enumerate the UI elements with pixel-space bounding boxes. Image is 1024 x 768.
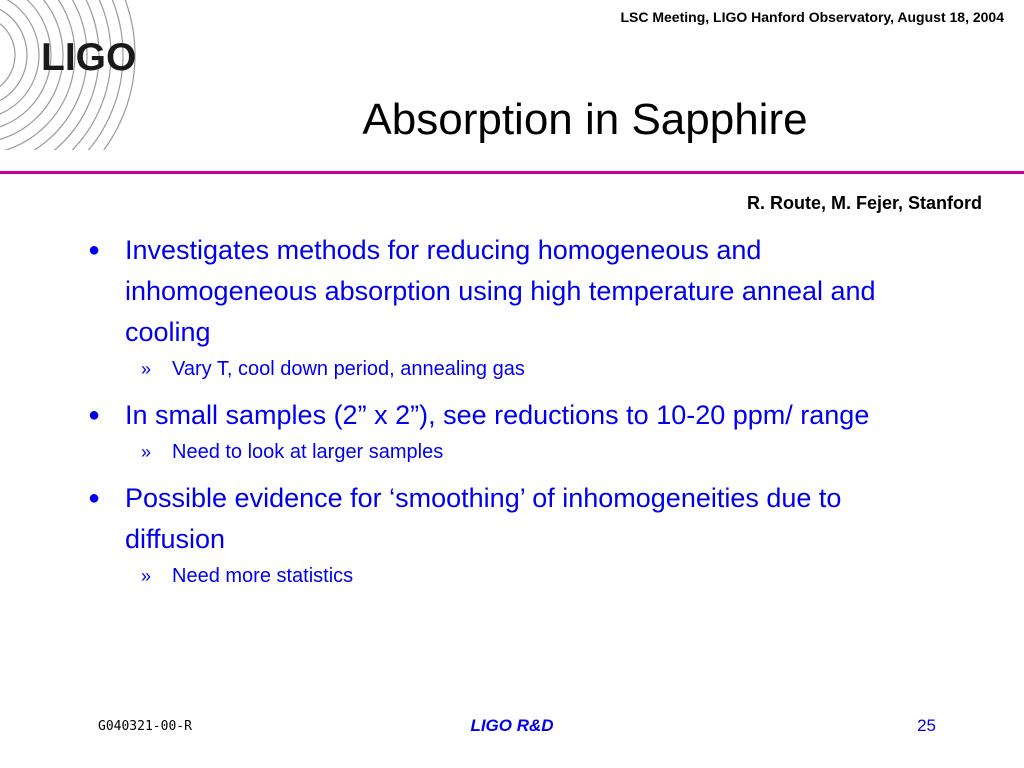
bullet-item bbox=[0, 478, 945, 560]
sub-bullet-marker-icon: » bbox=[141, 566, 152, 586]
sub-bullet-item bbox=[0, 357, 1024, 381]
sub-bullet-marker-icon: » bbox=[141, 359, 152, 379]
sub-bullet-text: Need to look at larger samples bbox=[172, 441, 444, 463]
bullet-item bbox=[0, 230, 945, 353]
slide-authors: R. Route, M. Fejer, Stanford bbox=[746, 193, 982, 213]
sub-bullet-text: Need more statistics bbox=[172, 565, 354, 587]
sub-bullet-text: Vary T, cool down period, annealing gas bbox=[172, 358, 525, 380]
bullet-list bbox=[0, 230, 1024, 602]
ligo-logo: LIGO bbox=[41, 36, 137, 79]
bullet-text: Possible evidence for ‘smoothing’ of inhomogeneities due to diffusion bbox=[125, 483, 842, 554]
sub-bullet-item bbox=[0, 564, 1024, 588]
footer-title: LIGO R&D bbox=[470, 716, 554, 735]
bullet-text: Investigates methods for reducing homogeneous and inhomogeneous absorption using high temperature anneal and cooling bbox=[125, 235, 876, 347]
bullet-dot-icon: ● bbox=[88, 404, 101, 426]
meeting-header: LSC Meeting, LIGO Hanford Observatory, August 18, 2004 bbox=[620, 9, 1004, 25]
slide-title: Absorption in Sapphire bbox=[362, 95, 808, 144]
title-divider bbox=[0, 171, 1024, 174]
sub-bullet-item bbox=[0, 440, 1024, 464]
bullet-text: In small samples (2” x 2”), see reductions to 10-20 ppm/ range bbox=[125, 400, 870, 430]
bullet-dot-icon: ● bbox=[88, 239, 101, 261]
page-number: 25 bbox=[917, 716, 936, 735]
bullet-item bbox=[0, 395, 945, 436]
bullet-dot-icon: ● bbox=[88, 487, 101, 509]
sub-bullet-marker-icon: » bbox=[141, 442, 152, 462]
document-id: G040321-00-R bbox=[98, 719, 192, 734]
